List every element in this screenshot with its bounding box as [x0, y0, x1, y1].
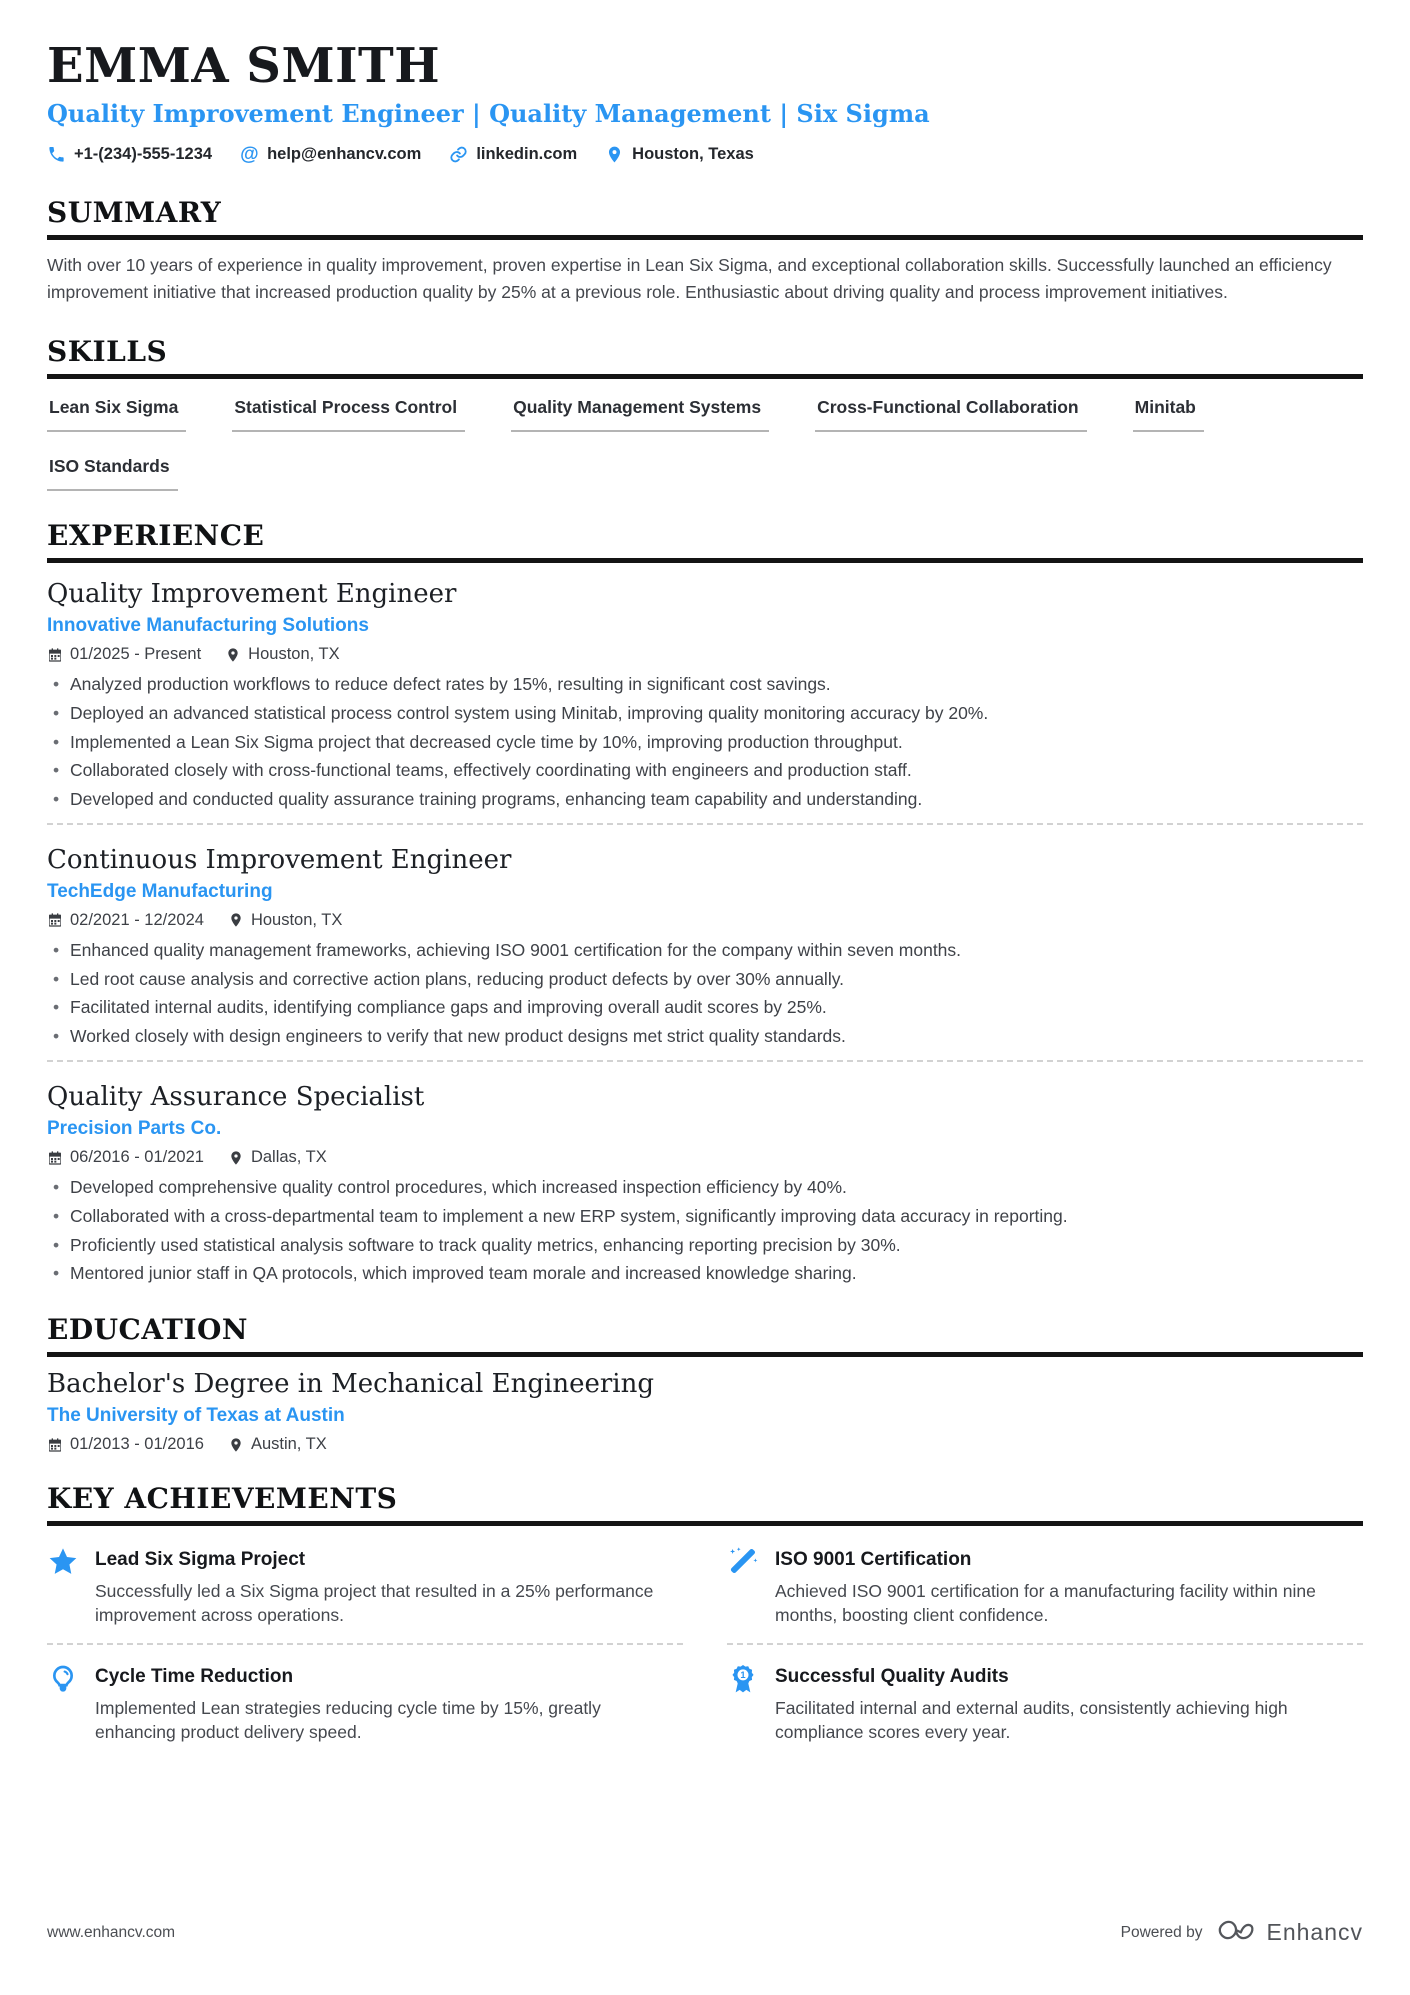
achievements-heading: KEY ACHIEVEMENTS	[47, 1482, 1363, 1526]
powered-by[interactable]	[1121, 1918, 1363, 1947]
magic-wand-icon	[727, 1546, 759, 1578]
education-school: The University of Texas at Austin	[47, 1405, 345, 1427]
education-meta-row	[47, 1435, 1363, 1454]
skill-tag[interactable]: Lean Six Sigma	[47, 397, 186, 432]
calendar-icon	[47, 647, 63, 663]
job-location	[228, 911, 342, 930]
skills-heading: SKILLS	[47, 335, 1363, 379]
achievement-body	[95, 1663, 683, 1744]
contact-email-text: help@enhancv.com	[267, 144, 422, 163]
resume-header	[47, 38, 1363, 165]
contact-linkedin[interactable]	[449, 145, 577, 164]
achievements-column-right	[727, 1546, 1363, 1744]
contact-location-text: Houston, Texas	[632, 144, 754, 163]
star-icon	[47, 1546, 79, 1578]
job-bullet: • Worked closely with design engineers to verify that new product designs met strict quality standards.	[51, 1025, 1363, 1048]
achievement-title: Lead Six Sigma Project	[95, 1549, 306, 1571]
education-heading: EDUCATION	[47, 1313, 1363, 1357]
job-bullet: • Enhanced quality management frameworks, achieving ISO 9001 certification for the company within seven months.	[51, 939, 1363, 962]
contact-linkedin-text: linkedin.com	[476, 144, 578, 163]
calendar-icon	[47, 1150, 63, 1166]
skill-tag[interactable]: Quality Management Systems	[511, 397, 769, 432]
section-summary	[47, 196, 1363, 307]
section-skills	[47, 335, 1363, 491]
job-dates-text: 01/2025 - Present	[70, 645, 202, 664]
skill-tag[interactable]: Statistical Process Control	[232, 397, 465, 432]
achievement-item	[727, 1663, 1363, 1744]
education-location	[228, 1435, 327, 1454]
job-dates	[47, 645, 201, 664]
location-pin-icon	[228, 912, 244, 928]
achievement-body	[95, 1546, 683, 1627]
job-company: Innovative Manufacturing Solutions	[47, 615, 369, 637]
svg-text:1: 1	[740, 1670, 746, 1681]
skill-tag[interactable]: Minitab	[1133, 397, 1204, 432]
lightbulb-icon	[47, 1663, 79, 1695]
job-dates-text: 06/2016 - 01/2021	[70, 1148, 204, 1167]
job-location	[225, 645, 339, 664]
calendar-icon	[47, 912, 63, 928]
job-company: TechEdge Manufacturing	[47, 880, 273, 902]
job-bullets	[51, 673, 1363, 811]
contact-email[interactable]	[240, 145, 421, 164]
achievement-text: Implemented Lean strategies reducing cycle time by 15%, greatly enhancing product delivery speed.	[95, 1698, 601, 1742]
location-pin-icon	[228, 1437, 244, 1453]
calendar-icon	[47, 1437, 63, 1453]
experience-entry	[47, 841, 1363, 1048]
job-location-text: Dallas, TX	[250, 1148, 327, 1167]
education-location-text: Austin, TX	[250, 1435, 327, 1454]
job-bullets	[51, 939, 1363, 1048]
education-dates	[47, 1435, 204, 1454]
summary-text: With over 10 years of experience in quality improvement, proven expertise in Lean Six Sigma, and exceptional collaboration skills. Successfully launched an efficiency improvement initiative that increased production quality by 25% at a previous role. Enthusiastic about driving quality and process improvement initiatives.	[47, 254, 1332, 303]
job-title: Quality Improvement Engineer	[47, 578, 457, 609]
job-dates	[47, 1148, 204, 1167]
job-title: Continuous Improvement Engineer	[47, 844, 512, 875]
job-bullet: • Deployed an advanced statistical process control system using Minitab, improving quality monitoring accuracy by 20%.	[51, 702, 1363, 725]
achievements-grid	[47, 1538, 1363, 1744]
achievement-text: Facilitated internal and external audits, consistently achieving high compliance scores every year.	[775, 1698, 1288, 1742]
job-location	[228, 1148, 327, 1167]
education-degree: Bachelor's Degree in Mechanical Engineering	[47, 1369, 654, 1400]
candidate-headline: Quality Improvement Engineer | Quality Management | Six Sigma	[47, 98, 930, 128]
job-bullet: • Collaborated with a cross-departmental team to implement a new ERP system, significantly improving data accuracy in reporting.	[51, 1205, 1363, 1228]
skills-list	[47, 391, 1363, 491]
achievements-column-left	[47, 1546, 683, 1744]
job-bullets	[51, 1176, 1363, 1285]
job-bullet: • Collaborated closely with cross-functional teams, effectively coordinating with engineers and production staff.	[51, 759, 1363, 782]
achievement-body	[775, 1546, 1363, 1627]
medal-icon	[727, 1663, 759, 1695]
enhancv-logo-icon	[1216, 1918, 1258, 1947]
location-pin-icon	[225, 647, 241, 663]
section-achievements	[47, 1482, 1363, 1744]
contact-location	[605, 145, 754, 164]
summary-heading: SUMMARY	[47, 196, 1363, 240]
contact-phone[interactable]	[47, 145, 212, 164]
job-bullet: • Analyzed production workflows to reduce defect rates by 15%, resulting in significant cost savings.	[51, 673, 1363, 696]
experience-entry	[47, 1078, 1363, 1285]
achievement-divider	[727, 1643, 1363, 1645]
achievement-title: Successful Quality Audits	[775, 1666, 1009, 1688]
job-bullet: • Implemented a Lean Six Sigma project that decreased cycle time by 10%, improving production throughput.	[51, 731, 1363, 754]
page-footer	[47, 1918, 1363, 1947]
achievement-body	[775, 1663, 1363, 1744]
at-icon: @	[240, 143, 259, 165]
job-bullet: • Mentored junior staff in QA protocols, which improved team morale and increased knowledge sharing.	[51, 1262, 1363, 1285]
contact-row	[47, 145, 1363, 164]
entry-divider	[47, 823, 1363, 825]
powered-by-label: Powered by	[1120, 1923, 1203, 1941]
job-bullet: • Developed comprehensive quality control procedures, which increased inspection efficiency by 40%.	[51, 1176, 1363, 1199]
enhancv-brand-name: Enhancv	[1266, 1919, 1363, 1945]
skill-tag[interactable]: ISO Standards	[47, 456, 178, 491]
job-location-text: Houston, TX	[248, 645, 340, 664]
section-experience	[47, 519, 1363, 1285]
job-dates-text: 02/2021 - 12/2024	[70, 910, 204, 929]
job-meta-row	[47, 911, 1363, 930]
phone-icon	[47, 145, 66, 164]
job-bullet: • Developed and conducted quality assurance training programs, enhancing team capability and understanding.	[51, 788, 1363, 811]
section-education	[47, 1313, 1363, 1454]
skill-tag[interactable]: Cross-Functional Collaboration	[815, 397, 1087, 432]
enhancv-brand	[1216, 1918, 1363, 1947]
contact-phone-text: +1-(234)-555-1234	[74, 144, 213, 163]
achievement-divider	[47, 1643, 683, 1645]
job-dates	[47, 911, 204, 930]
achievement-text: Successfully led a Six Sigma project that resulted in a 25% performance improvement across operations.	[95, 1581, 654, 1625]
achievement-title: Cycle Time Reduction	[95, 1666, 294, 1688]
achievement-item	[47, 1546, 683, 1627]
job-bullet: • Led root cause analysis and corrective action plans, reducing product defects by over 30% annually.	[51, 968, 1363, 991]
location-pin-icon	[605, 145, 624, 164]
job-company: Precision Parts Co.	[47, 1118, 222, 1140]
education-dates-text: 01/2013 - 01/2016	[70, 1435, 204, 1454]
job-title: Quality Assurance Specialist	[47, 1081, 425, 1112]
job-bullet: • Facilitated internal audits, identifying compliance gaps and improving overall audit scores by 25%.	[51, 996, 1363, 1019]
job-meta-row	[47, 1148, 1363, 1167]
job-location-text: Houston, TX	[250, 910, 343, 929]
achievement-text: Achieved ISO 9001 certification for a manufacturing facility within nine months, boosting client confidence.	[775, 1581, 1316, 1625]
experience-entry	[47, 575, 1363, 811]
location-pin-icon	[228, 1150, 244, 1166]
achievement-title: ISO 9001 Certification	[775, 1549, 972, 1571]
candidate-name: EMMA SMITH	[47, 38, 441, 94]
job-meta-row	[47, 645, 1363, 664]
job-bullet: • Proficiently used statistical analysis software to track quality metrics, enhancing reporting precision by 30%.	[51, 1234, 1363, 1257]
entry-divider	[47, 1060, 1363, 1062]
link-icon	[449, 145, 468, 164]
achievement-item	[727, 1546, 1363, 1627]
experience-heading: EXPERIENCE	[47, 519, 1363, 563]
achievement-item	[47, 1663, 683, 1744]
footer-site-link[interactable]: www.enhancv.com	[47, 1923, 176, 1941]
